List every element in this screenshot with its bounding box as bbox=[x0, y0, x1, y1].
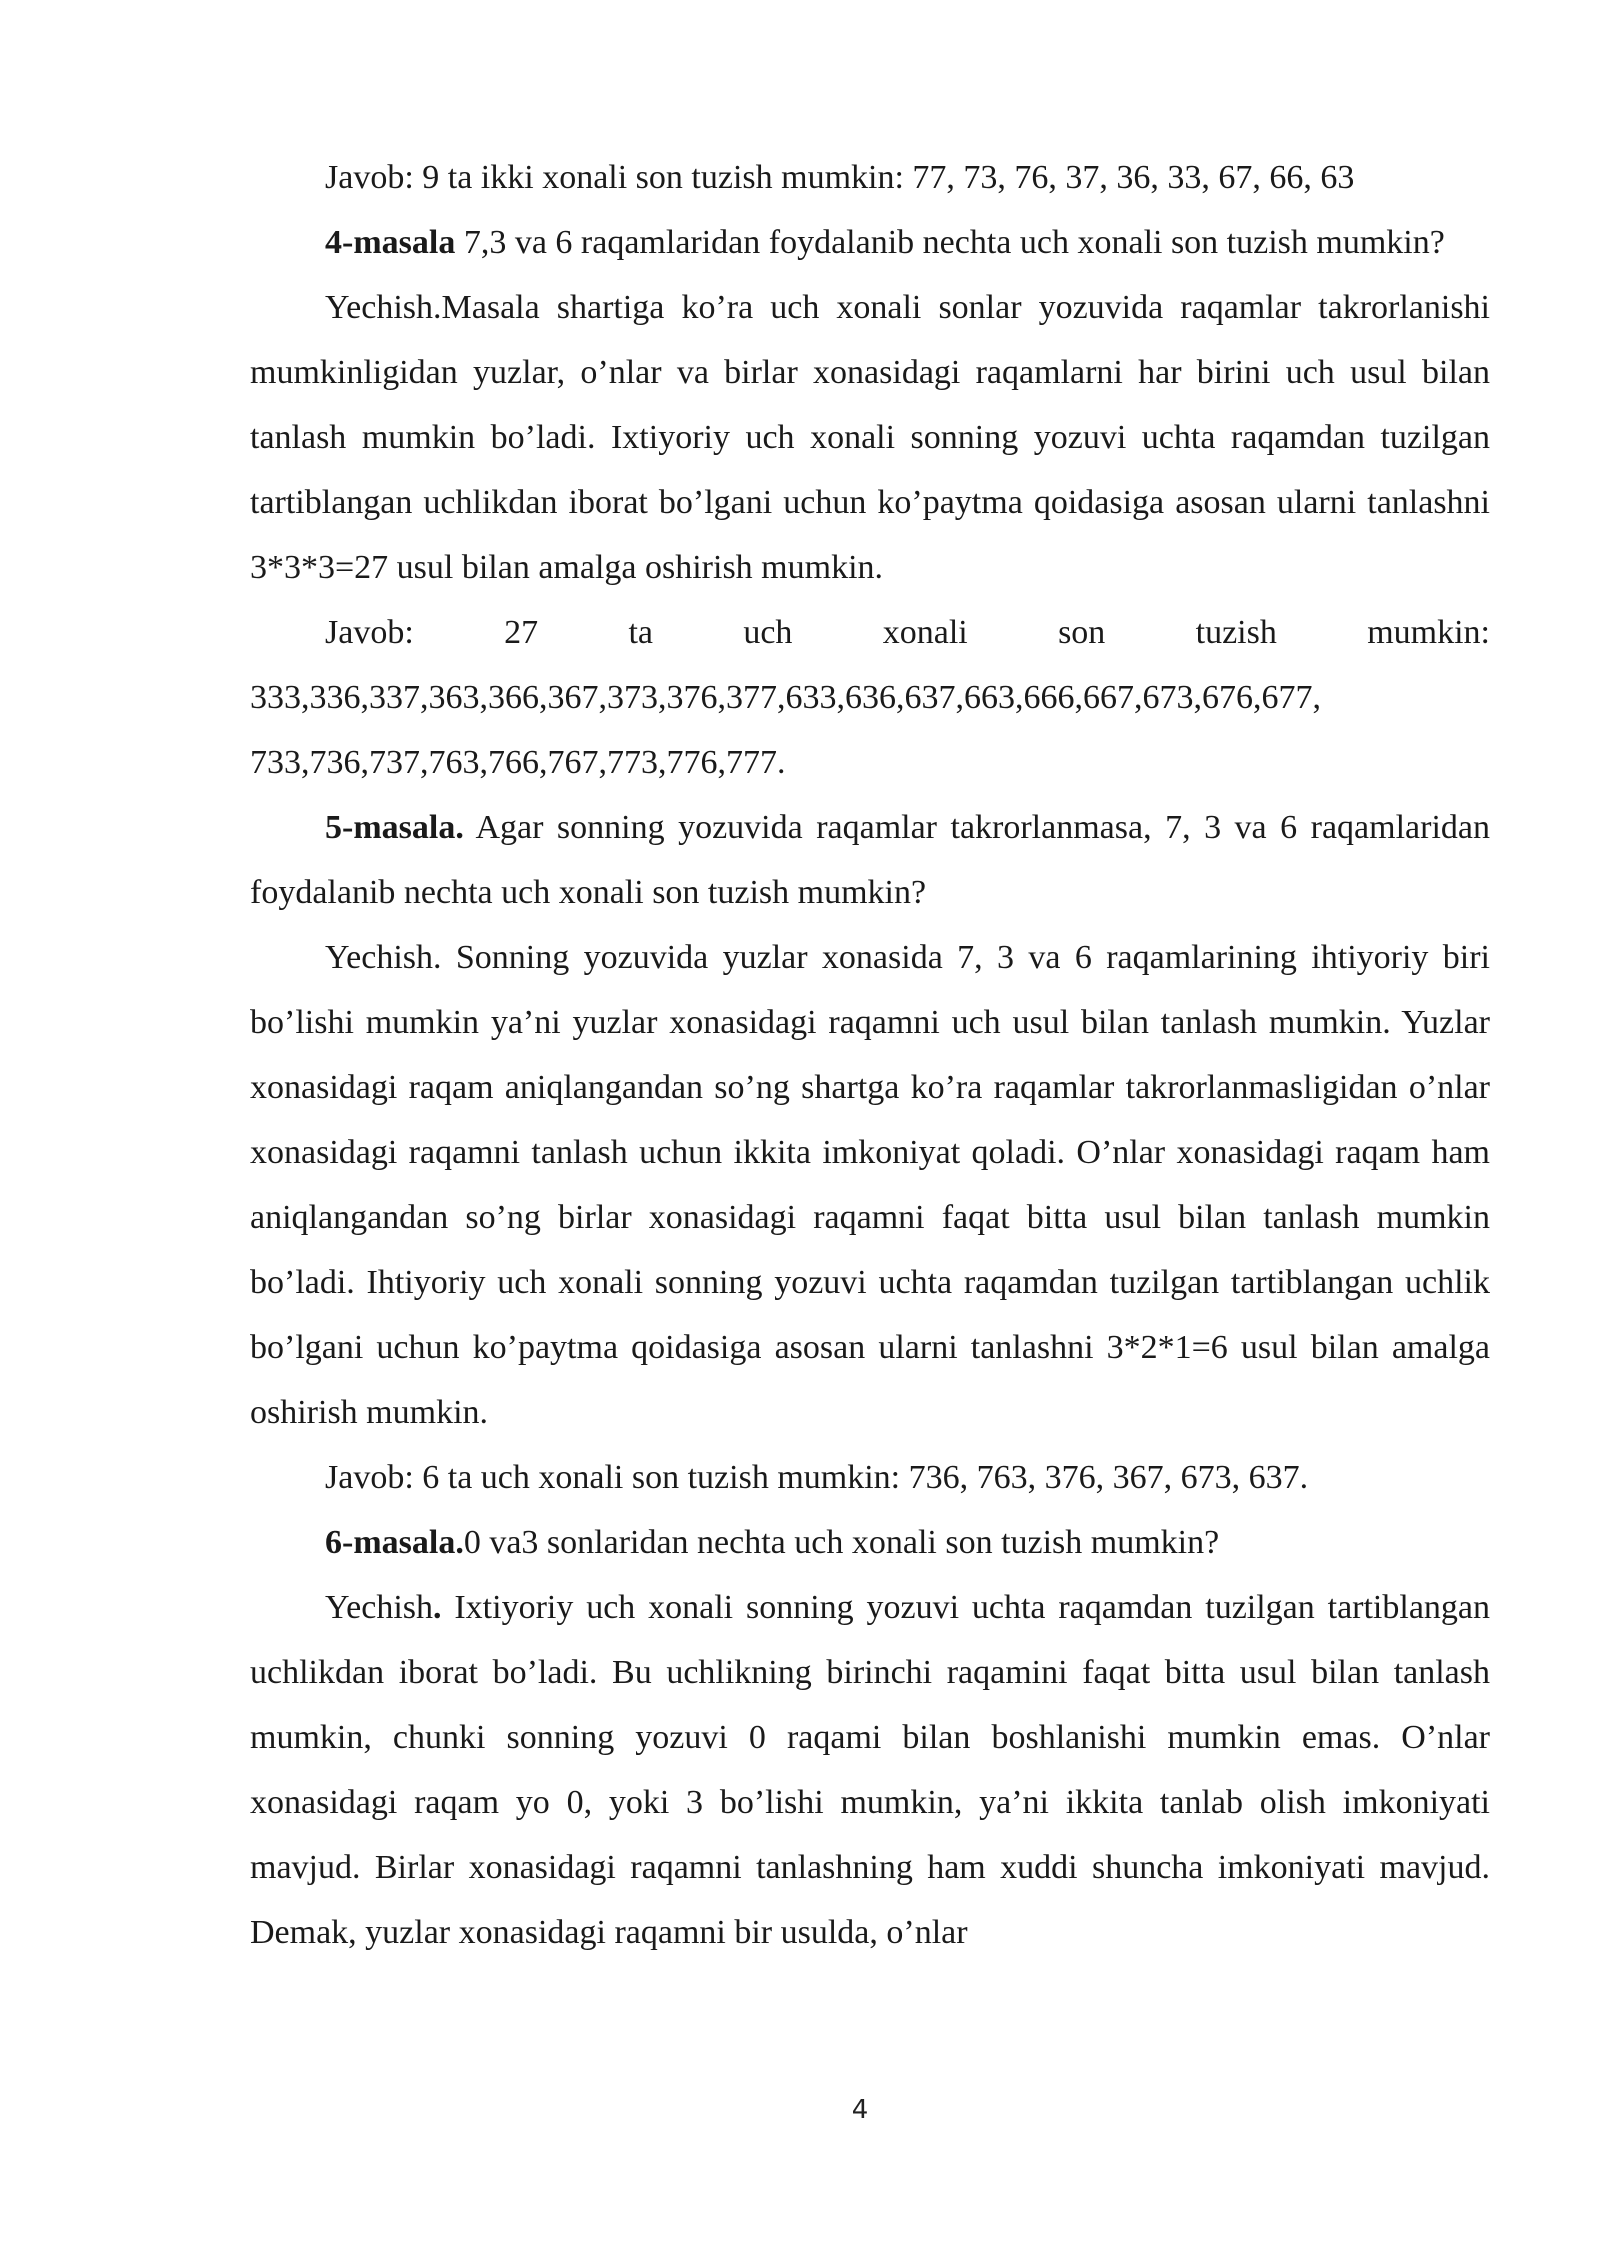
problem-5-paragraph bbox=[250, 795, 1490, 925]
solution-4-paragraph: Yechish.Masala shartiga ko’ra uch xonali sonlar yozuvida raqamlar takrorlanishi mumkinligidan yuzlar, o’nlar va birlar xonasidagi raqamlarni har birini uch usul bilan tanlash mumkin bo’ladi. Ixtiyoriy uch xonali sonning yozuvi uchta raqamdan tuzilgan tartiblangan uchlikdan iborat bo’lgani uchun ko’paytma qoidasiga asosan ularni tanlashni 3*3*3=27 usul bilan amalga oshirish mumkin. bbox=[250, 289, 1490, 586]
problem-6-paragraph bbox=[250, 1510, 1490, 1575]
problem-4-paragraph bbox=[250, 210, 1490, 275]
problem-5-text: Agar sonning yozuvida raqamlar takrorlanmasa, 7, 3 va 6 raqamlaridan foydalanib nechta uch xonali son tuzish mumkin? bbox=[250, 809, 1490, 911]
answer-4-block bbox=[250, 600, 1490, 795]
solution-6-dot: . bbox=[433, 1589, 442, 1626]
problem-6-label: 6-masala. bbox=[325, 1524, 464, 1561]
document-page bbox=[250, 145, 1490, 1965]
problem-5-label: 5-masala. bbox=[325, 809, 464, 846]
problem-4-label: 4-masala bbox=[325, 224, 456, 261]
answer-4-heading: Javob: 27 ta uch xonali son tuzish mumkin: bbox=[325, 614, 1490, 651]
answer-4-list-line-2: 733,736,737,763,766,767,773,776,777. bbox=[250, 744, 786, 781]
answer-paragraph-3: Javob: 9 ta ikki xonali son tuzish mumkin: 77, 73, 76, 37, 36, 33, 67, 66, 63 bbox=[325, 159, 1355, 196]
problem-4-text: 7,3 va 6 raqamlaridan foydalanib nechta uch xonali son tuzish mumkin? bbox=[455, 224, 1445, 261]
page-number: 4 bbox=[851, 2095, 869, 2125]
answer-5-paragraph: Javob: 6 ta uch xonali son tuzish mumkin: 736, 763, 376, 367, 673, 637. bbox=[325, 1459, 1309, 1496]
solution-6-paragraph bbox=[250, 1575, 1490, 1965]
problem-6-text: 0 va3 sonlaridan nechta uch xonali son tuzish mumkin? bbox=[463, 1524, 1220, 1561]
answer-4-list-line-1: 333,336,337,363,366,367,373,376,377,633,636,637,663,666,667,673,676,677, bbox=[250, 679, 1321, 716]
solution-6-label: Yechish bbox=[325, 1589, 434, 1626]
solution-5-paragraph: Yechish. Sonning yozuvida yuzlar xonasida 7, 3 va 6 raqamlarining ihtiyoriy biri bo’lishi mumkin ya’ni yuzlar xonasidagi raqamni uch usul bilan tanlash mumkin. Yuzlar xonasidagi raqam aniqlangandan so’ng shartga ko’ra raqamlar takrorlanmasligidan o’nlar xonasidagi raqamni tanlash uchun ikkita imkoniyat qoladi. O’nlar xonasidagi raqam ham aniqlangandan so’ng birlar xonasidagi raqamni faqat bitta usul bilan tanlash mumkin bo’ladi. Ihtiyoriy uch xonali sonning yozuvi uchta raqamdan tuzilgan tartiblangan uchlik bo’lgani uchun ko’paytma qoidasiga asosan ularni tanlashni 3*2*1=6 usul bilan amalga oshirish mumkin. bbox=[250, 939, 1490, 1431]
solution-6-text: Ixtiyoriy uch xonali sonning yozuvi uchta raqamdan tuzilgan tartiblangan uchlikdan iborat bo’ladi. Bu uchlikning birinchi raqamini faqat bitta usul bilan tanlash mumkin, chunki sonning yozuvi 0 raqami bilan boshlanishi mumkin emas. O’nlar xonasidagi raqam yo 0, yoki 3 bo’lishi mumkin, ya’ni ikkita tanlab olish imkoniyati mavjud. Birlar xonasidagi raqamni tanlashning ham xuddi shuncha imkoniyati mavjud. Demak, yuzlar xonasidagi raqamni bir usulda, o’nlar bbox=[250, 1589, 1490, 1951]
